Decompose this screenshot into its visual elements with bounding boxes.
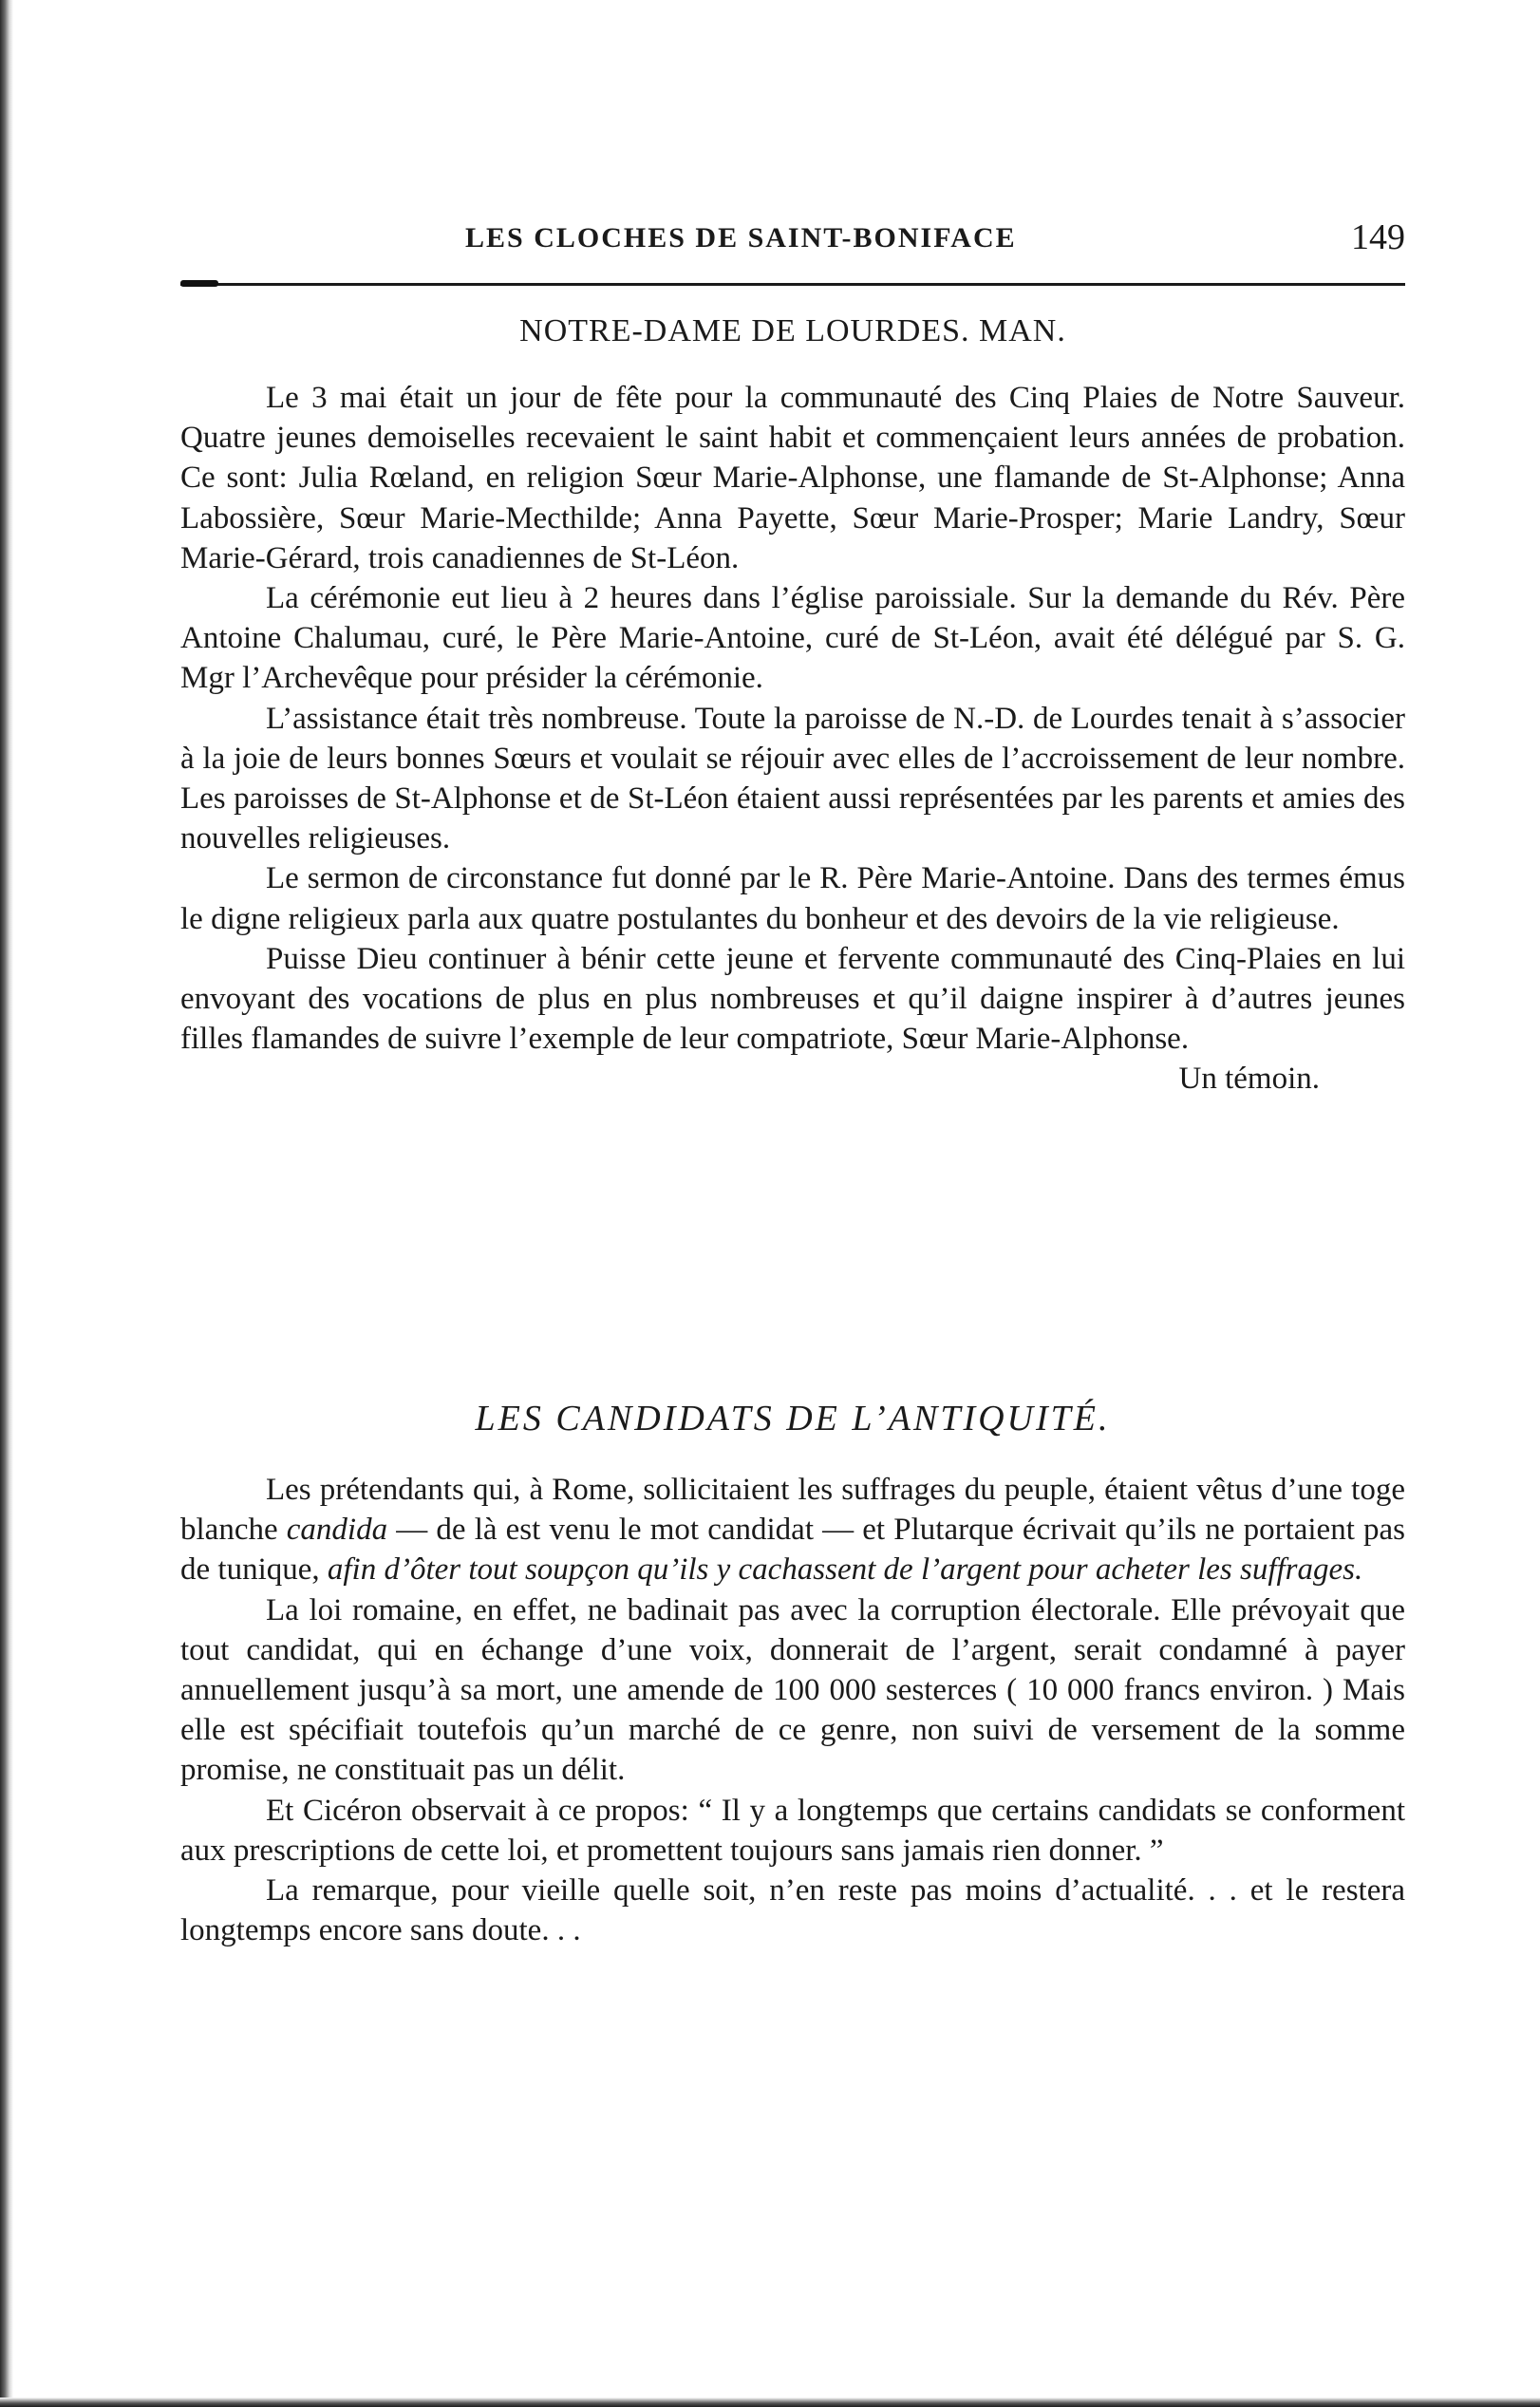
italic-quote: afin d’ôter tout soupçon qu’ils y cachassent de l’argent pour acheter les suffrages. <box>327 1552 1363 1588</box>
paragraph: La loi romaine, en effet, ne badinait pas avec la corruption électorale. Elle prévoyait que tout candidat, qui en échange d’une voix, donnerait de l’argent, serait condamné à payer annuellement jusqu’à sa mort, une amende de 100 000 sesterces ( 10 000 francs environ. ) Mais elle est spécifiait toutefois qu’un marché de ce genre, non suivi de versement de la somme promise, ne constituait pas un délit. <box>180 1592 1405 1788</box>
running-title: LES CLOCHES DE SAINT-BONIFACE <box>465 222 1017 254</box>
article-candidats <box>180 1470 1405 1950</box>
italic-term: candida <box>286 1513 388 1548</box>
paragraph: L’assistance était très nombreuse. Toute la paroisse de N.-D. de Lourdes tenait à s’associer à la joie de leurs bonnes Sœurs et voulait se réjouir avec elles de l’accroissement de leur nombre. Les paroisses de St-Alphonse et de St-Léon étaient aussi représentées par les parents et amies des nouvelles religieuses. <box>180 701 1405 856</box>
article-notre-dame <box>180 378 1405 1100</box>
page-bottom-edge-shadow <box>0 2398 1540 2407</box>
text-run: Les prétendants qui, à Rome, sollicitaient les suffrages du peuple, étaient vêtus d’une toge blanche <box>180 1473 1405 1548</box>
header-rule <box>180 283 1405 286</box>
signature: Un témoin. <box>1178 1062 1320 1097</box>
paragraph: Le sermon de circonstance fut donné par le R. Père Marie-Antoine. Dans des termes émus le digne religieux parla aux quatre postulantes du bonheur et des devoirs de la vie religieuse. <box>180 861 1405 936</box>
paragraph: La cérémonie eut lieu à 2 heures dans l’église paroissiale. Sur la demande du Rév. Père Antoine Chalumau, curé, le Père Marie-Antoine, curé de St-Léon, avait été délégué par S. G. Mgr l’Archevêque pour présider la cérémonie. <box>180 581 1405 696</box>
running-head <box>180 216 1405 264</box>
text-run: — de là est venu le mot candidat — et Plutarque écrivait qu’ils ne portaient pas de tunique, <box>180 1513 1406 1588</box>
paragraph-intro <box>180 1470 1405 1590</box>
page-number: 149 <box>1351 217 1405 257</box>
paragraph: Le 3 mai était un jour de fête pour la communauté des Cinq Plaies de Notre Sauveur. Quatre jeunes demoiselles recevaient le saint habit et commençaient leurs années de probation. Ce sont: Julia Rœland, en religion Sœur Marie-Alphonse, une flamande de St-Alphonse; Anna Labossière, Sœur Marie-Mecthilde; Anna Payette, Sœur Marie-Prosper; Marie Landry, Sœur Marie-Gérard, trois canadiennes de St-Léon. <box>180 381 1405 575</box>
paragraph: Et Cicéron observait à ce propos: “ Il y a longtemps que certains candidats se conforment aux prescriptions de cette loi, et promettent toujours sans jamais rien donner. ” <box>180 1793 1405 1868</box>
section-title-candidats: LES CANDIDATS DE L’ANTIQUITÉ. <box>475 1399 1111 1439</box>
section-title-notre-dame: NOTRE-DAME DE LOURDES. MAN. <box>519 313 1066 348</box>
paragraph: Puisse Dieu continuer à bénir cette jeune et fervente communauté des Cinq-Plaies en lui envoyant des vocations de plus en plus nombreuses et qu’il daigne inspirer à d’autres jeunes filles flamandes de suivre l’exemple de leur compatriote, Sœur Marie-Alphonse. <box>180 941 1405 1057</box>
paragraph: La remarque, pour vieille quelle soit, n’en reste pas moins d’actualité. . . et le restera longtemps encore sans doute. . . <box>180 1873 1405 1948</box>
page-edge-shadow <box>0 0 13 2407</box>
